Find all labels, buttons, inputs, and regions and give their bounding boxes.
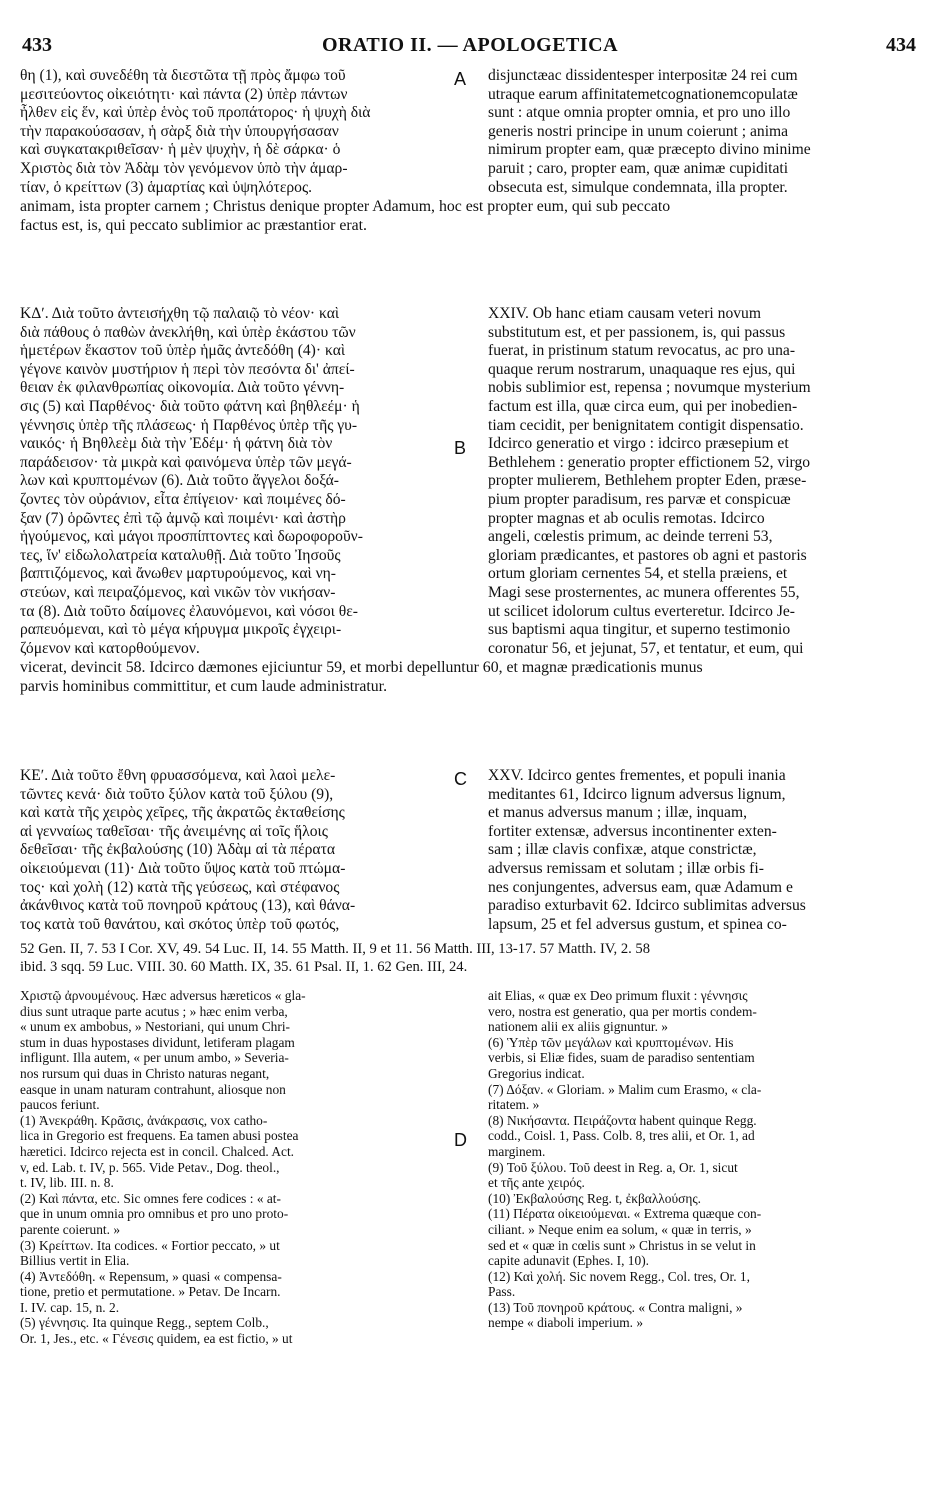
footnote-line: v, ed. Lab. t. IV, p. 565. Vide Petav., Dog. theol., (20, 1159, 280, 1175)
greek-line: ζόμενον καὶ κατορθούμενον. (20, 639, 200, 657)
footnote-line: (5) γέννησις. Ita quinque Regg., septem Colb., (20, 1315, 269, 1331)
latin-line: gloriam prædicantes, et pastores ob agni et pastoris (488, 546, 807, 564)
greek-line: αἱ γενναίως ταθεῖσαι· τῆς ἀνειμένης αἱ τοῖς ἥλοις (20, 822, 328, 840)
footnote-line: tione, pretio et permutatione. » Petav. De Incarn. (20, 1284, 281, 1300)
footnote-line: ait Elias, « quæ ex Deo primum fluxit : γέννησις (488, 988, 748, 1003)
greek-line: καὶ συγκατακριθεῖσαν· ἡ μὲν ψυχὴν, ἡ δὲ σάρκα· ὁ (20, 141, 341, 159)
latin-line: Magi sese prosternentes, ac munera offerentes 55, (488, 583, 800, 601)
footnote-line: verbis, si Eliæ fides, suam de paradiso sententiam (488, 1050, 755, 1066)
footnote-line: Or. 1, Jes., etc. « Γένεσις quidem, ea est fictio, » ut (20, 1331, 293, 1347)
latin-line: lapsum, 25 et fel adversus gustum, et spinea co- (488, 915, 787, 933)
footnote-line: que in unum omnia pro omnibus et pro uno proto- (20, 1206, 289, 1222)
footnote-line: ciliant. » Neque enim ea solum, « quæ in terris, » (488, 1221, 752, 1237)
footnote-line: codd., Coisl. 1, Pass. Colb. 8, tres alii, et Or. 1, ad (488, 1128, 755, 1144)
footnotes (20, 988, 920, 1347)
greek-line: ραπευόμεναι, καὶ τὸ μέγα κήρυγμα μικροῖς ἐγχειρι- (20, 621, 342, 639)
footnote-line: nos rursum qui duas in Christo naturas negant, (20, 1065, 270, 1081)
footnote-line: hæretici. Idcirco rejecta est in concil. Chalced. Act. (20, 1143, 295, 1159)
footnote-line: easque in unam naturam contrahunt, aliosque non (20, 1081, 286, 1097)
latin-line: sunt : atque omnia propter omnia, et pro uno illo (488, 104, 791, 122)
latin-full-line: factus est, is, qui peccato sublimior ac præstantior erat. (20, 217, 367, 235)
greek-line: τὴν παρακούσασαν, ἡ σὰρξ διὰ τὴν ὑπουργήσασαν (20, 122, 339, 140)
greek-line: ἀκάνθινος κατὰ τοῦ πονηροῦ κράτους (13), καὶ θάνα- (20, 897, 356, 915)
latin-line: generis nostri principe in unum coierunt ; anima (488, 122, 789, 140)
greek-column (20, 305, 465, 658)
greek-line: ζοντες τὸν οὐράνιον, εἶτα ἐπίγειον· καὶ ποιμένες δό- (20, 490, 346, 508)
greek-line: ξαν (7) ὁρῶντες ἐπὶ τῷ ἀμνῷ καὶ ποιμένι· καὶ ἀστὴρ (20, 509, 346, 527)
footnote-line: Billius vertit in Elia. (20, 1253, 130, 1269)
footnote-line: et τῆς ante χειρός. (488, 1175, 585, 1191)
greek-line: διὰ πάθους ὁ παθὼν ἀνεκλήθη, καὶ ὑπὲρ ἑκάστου τῶν (20, 323, 356, 341)
latin-full-line: animam, ista propter carnem ; Christus denique propter Adamum, hoc est propter eum, qui sub peccato (20, 198, 671, 216)
section-2 (20, 305, 920, 696)
latin-line: Bethlehem : generatio propter effictionem 52, virgo (488, 453, 811, 471)
footnote-line: Pass. (488, 1284, 516, 1300)
margin-marker: C (454, 769, 467, 789)
footnote-line: vero, nostra est generatio, qua per mortis condem- (488, 1003, 757, 1019)
greek-line: παράδεισον· τὰ μικρὰ καὶ φαινόμενα ὑπὲρ τῶν μεγά- (20, 453, 352, 471)
latin-column (488, 305, 920, 658)
latin-line: factum est illa, quæ circa eum, qui per inobedien- (488, 397, 798, 415)
latin-line: XXIV. Ob hanc etiam causam veteri novum (488, 305, 761, 322)
latin-line: tiam cecidit, per benignitatem contigit dispensatio. (488, 416, 804, 434)
greek-line: τίαν, ὁ κρείττων (3) ἁμαρτίας καὶ ὑψηλότερος. (20, 178, 313, 196)
greek-line: μεσιτεύοντος οἰκειότητι· καὶ πάντα (2) ὑπὲρ πάντων (20, 85, 348, 103)
latin-line: coronatur 56, et jejunat, 57, et tentatur, et eum, qui (488, 639, 804, 657)
running-title: ORATIO II. — APOLOGETICA (321, 34, 619, 56)
footnote-line: (4) Ἀντεδόθη. « Repensum, » quasi « compensa- (20, 1268, 282, 1284)
scripture-references (20, 940, 920, 976)
greek-line: ἦλθεν εἰς ἕν, καὶ ὑπὲρ ἑνὸς τοῦ προπάτορος· ἡ ψυχὴ διὰ (20, 104, 371, 122)
latin-line: adversus remissam et solutam ; illæ orbis fi- (488, 859, 764, 877)
footnote-line: (9) Τοῦ ξύλου. Τοῦ deest in Reg. a, Or. 1, sicut (488, 1159, 738, 1175)
latin-line: XXV. Idcirco gentes frementes, et populi inania (488, 767, 786, 784)
margin-marker: D (454, 1130, 467, 1150)
footnote-line: (6) Ὑπὲρ τῶν μεγάλων καὶ κρυπτομένων. His (488, 1034, 734, 1050)
latin-line: obsecuta est, simulque condemnata, illa propter. (488, 178, 788, 196)
latin-line: pium propter paradisum, res parvæ et conspicuæ (488, 490, 791, 508)
greek-line: στεύων, καὶ πειραζόμενος, καὶ νικῶν τὸν νικήσαν- (20, 583, 336, 601)
footnotes-left (20, 988, 465, 1347)
latin-line: angeli, cœlestis primum, ac deinde terreni 53, (488, 528, 773, 546)
latin-line: quaque rerum nostrarum, unaquaque res ejus, qui (488, 360, 796, 378)
latin-full-line: vicerat, devincit 58. Idcirco dæmones ejiciuntur 59, et morbi depelluntur 60, et magnæ prædicationis munus (20, 659, 703, 677)
latin-line: disjunctæac dissidentesper interpositæ 24 rei cum (488, 67, 798, 84)
reference-line: 52 Gen. II, 7. 53 I Cor. XV, 49. 54 Luc. II, 14. 55 Matth. II, 9 et 11. 56 Matth. III, 13-17. 57 Matth. IV, 2. 58 (20, 941, 651, 957)
footnote-line: capite adunavit (Ephes. I, 10). (488, 1253, 650, 1269)
footnote-line: sed et « quæ in cœlis sunt » Christus in se velut in (488, 1237, 756, 1253)
footnote-line: Gregorius indicat. (488, 1065, 585, 1081)
greek-line: γέγονε καινὸν μυστήριον ἡ περὶ τὸν πεσόντα δι' ἀπεί- (20, 360, 355, 378)
section-3 (20, 767, 920, 934)
latin-line: ut scilicet idolorum cultus everteretur. Idcirco Je- (488, 602, 796, 620)
footnote-line: paucos feriunt. (20, 1097, 100, 1113)
greek-line: τος· καὶ χολὴ (12) κατὰ τῆς γεύσεως, καὶ στέφανος (20, 878, 340, 896)
footnote-line: infligunt. Illa autem, « per unum ambo, » Severia- (20, 1050, 289, 1066)
footnote-line: (7) Δόξαν. « Gloriam. » Malim cum Erasmo, « cla- (488, 1081, 762, 1097)
greek-line: Χριστὸς διὰ τὸν Ἀδὰμ τὸν γενόμενον ὑπὸ τὴν ἁμαρ- (20, 159, 348, 177)
latin-line: fuerat, in pristinum statum revocatus, ac pro una- (488, 342, 796, 360)
greek-line: ναικός· ἡ Βηθλεὲμ διὰ τὴν Ἐδέμ· ἡ φάτνη διὰ τὸν (20, 435, 333, 453)
greek-line: θειαν ἐκ φιλανθρωπίας οἰκονομία. Διὰ τοῦτο γέννη- (20, 379, 345, 397)
greek-line: σις (5) καὶ Παρθένος· διὰ τοῦτο φάτνη καὶ βηθλεέμ· ἡ (20, 397, 360, 415)
full-width-latin (20, 197, 920, 235)
footnote-line: ritatem. » (488, 1097, 540, 1113)
footnote-line: (12) Καὶ χολή. Sic novem Regg., Col. tres, Or. 1, (488, 1268, 750, 1284)
latin-line: Idcirco generatio et virgo : idcirco præsepium et (488, 435, 789, 453)
latin-line: paruit ; caro, propter eam, quæ animæ cupiditati (488, 159, 789, 177)
footnote-line: (11) Πέρατα οἰκειούμεναι. « Extrema quæque con- (488, 1206, 762, 1222)
latin-column (488, 67, 920, 197)
latin-line: et manus adversus manum ; illæ, inquam, (488, 804, 747, 822)
footnote-line: (3) Κρείττων. Ita codices. « Fortior peccato, » ut (20, 1237, 280, 1253)
footnote-line: (8) Νικήσαντα. Πειράζοντα habent quinque Regg. (488, 1112, 757, 1128)
latin-line: nobis sublimior est, repensa ; novumque mysterium (488, 379, 811, 397)
latin-line: substitutum est, et per passionem, is, qui passus (488, 323, 786, 341)
footnote-line: lica in Gregorio est frequens. Ea tamen abusi postea (20, 1128, 299, 1144)
greek-column (20, 767, 465, 934)
reference-line: ibid. 3 sqq. 59 Luc. VIII. 30. 60 Matth. IX, 35. 61 Psal. II, 1. 62 Gen. III, 24. (20, 959, 468, 975)
latin-line: paradiso exturbavit 62. Idcirco sublimitas adversus (488, 897, 806, 915)
footnote-line: (1) Ἀνεκράθη. Κρᾶσις, ἀνάκρασις, vox catho- (20, 1112, 268, 1128)
footnote-line: (2) Καὶ πάντα, etc. Sic omnes fere codices : « at- (20, 1190, 281, 1206)
greek-line: ΚΕʹ. Διὰ τοῦτο ἔθνη φρυασσόμενα, καὶ λαοὶ μελε- (20, 767, 336, 784)
footnote-line: t. IV, lib. III. n. 8. (20, 1175, 114, 1191)
latin-line: fortiter extensæ, adversus incontinenter exten- (488, 822, 777, 840)
greek-line: θη (1), καὶ συνεδέθη τὰ διεστῶτα τῇ πρὸς ἄμφω τοῦ (20, 67, 346, 84)
footnote-line: nationem alii ex aliis gignuntur. » (488, 1019, 669, 1035)
footnote-line: « unum ex ambobus, » Nestoriani, qui unum Chri- (20, 1019, 291, 1035)
greek-line: δεθεῖσαι· τῆς ἐκβαλούσης (10) Ἀδὰμ αἱ τὰ πέρατα (20, 841, 336, 859)
greek-line: λων καὶ κρυπτομένων (6). Διὰ τοῦτο ἄγγελοι δοξά- (20, 472, 339, 490)
latin-line: propter magnas et ab oculis remotas. Idcirco (488, 509, 765, 527)
footnote-line: nempe « diaboli imperium. » (488, 1315, 644, 1331)
greek-line: οἰκειούμεναι (11)· Διὰ τοῦτο ὕψος κατὰ τοῦ πτώμα- (20, 859, 346, 877)
latin-column (488, 767, 920, 934)
footnote-line: (13) Τοῦ πονηροῦ κράτους. « Contra maligni, » (488, 1299, 743, 1315)
greek-line: καὶ κατὰ τῆς χειρὸς χεῖρες, τῆς ἀκρατῶς ἐκταθείσης (20, 804, 345, 822)
latin-full-line: parvis hominibus committitur, et cum laude administratur. (20, 678, 388, 696)
latin-line: sam ; illæ clavis confixæ, atque constrictæ, (488, 841, 757, 859)
latin-line: propter mulierem, Bethlehem propter Eden, præse- (488, 472, 807, 490)
page-number-left: 433 (22, 34, 52, 56)
greek-line: ἡγούμενος, καὶ μάγοι προσπίπτοντες καὶ δωροφοροῦν- (20, 528, 363, 546)
greek-line: τες, ἵν' εἰδωλολατρεία καταλυθῇ. Διὰ τοῦτο Ἰησοῦς (20, 546, 341, 564)
footnotes-right (488, 988, 920, 1347)
latin-line: nimirum propter eam, quæ præcepto divino minime (488, 141, 811, 159)
greek-column (20, 67, 465, 197)
footnote-line: I. IV. cap. 15, n. 2. (20, 1299, 120, 1315)
footnote-line: stum in duas hypostases dividunt, letiferam plagam (20, 1034, 295, 1050)
footnote-line: marginem. (488, 1143, 546, 1159)
greek-line: τος κατὰ τοῦ θανάτου, καὶ σκότος ὑπὲρ τοῦ φωτός, (20, 915, 340, 933)
page-header (0, 34, 940, 60)
latin-line: utraque earum affinitatemetcognationemcopulatæ (488, 85, 798, 103)
greek-line: τα (8). Διὰ τοῦτο δαίμονες ἐλαυνόμενοι, καὶ νόσοι θε- (20, 602, 358, 620)
latin-line: sus baptismi aqua tingitur, et superno testimonio (488, 621, 791, 639)
page-number-right: 434 (886, 34, 916, 56)
greek-line: γέννησις ὑπὲρ τῆς πλάσεως· ἡ Παρθένος ὑπὲρ τῆς γυ- (20, 416, 358, 434)
greek-line: ἡμετέρων ἕκαστον τοῦ ὑπὲρ ἡμᾶς ἀντεδόθη (4)· καὶ (20, 342, 346, 360)
greek-line: τῶντες κενά· διὰ τοῦτο ξύλον κατὰ τοῦ ξύλου (9), (20, 785, 334, 803)
latin-line: meditantes 61, Idcirco lignum adversus lignum, (488, 785, 786, 803)
latin-line: ortum gloriam cernentes 54, et stella præiens, et (488, 565, 788, 583)
section-1 (20, 67, 920, 235)
footnote-line: Χριστῷ ἀρνουμένους. Hæc adversus hæreticos « gla- (20, 988, 306, 1003)
footnote-line: (10) Ἐκβαλούσης Reg. t, ἐκβαλλούσης. (488, 1190, 702, 1206)
margin-marker: B (454, 438, 467, 458)
latin-line: nes conjungentes, adversus eam, quæ Adamum e (488, 878, 793, 896)
footnote-line: dius sunt utraque parte acutus ; » hæc enim verba, (20, 1003, 288, 1019)
full-width-latin (20, 658, 920, 696)
margin-marker: A (454, 69, 467, 89)
greek-line: ΚΔʹ. Διὰ τοῦτο ἀντεισήχθη τῷ παλαιῷ τὸ νέον· καὶ (20, 305, 340, 322)
greek-line: βαπτιζόμενος, καὶ ἄνωθεν μαρτυρούμενος, καὶ νη- (20, 565, 337, 583)
footnote-line: parente coierunt. » (20, 1221, 121, 1237)
